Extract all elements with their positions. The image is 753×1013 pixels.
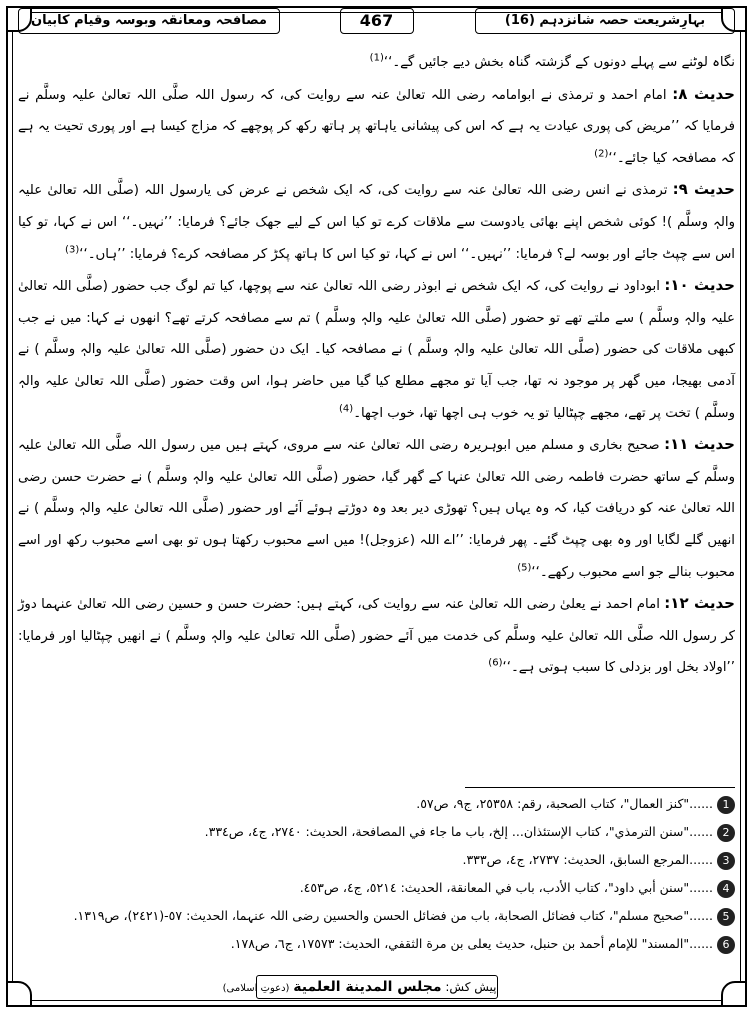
footnote-ref: (5) bbox=[517, 562, 532, 574]
footnote bbox=[18, 822, 735, 842]
footnote-text: ......"سنن أبي داود"، كتاب الأدب، باب في المعانقة، الحديث: ٥٢١٤، ج٤، ص٤٥٣. bbox=[299, 880, 713, 895]
footnote-text: ......"المسند" للإمام أحمد بن حنبل، حديث يعلى بن مرة الثقفي، الحديث: ١٧٥٧٣، ج٦، ص١٧٨. bbox=[230, 936, 713, 951]
footnote-ref: (6) bbox=[488, 657, 503, 669]
footnote-number: 6 bbox=[717, 936, 735, 954]
footnote-text: ......"كنز العمال"، كتاب الصحبة، رقم: ٢٥٣٥٨، ج٩، ص٥٧. bbox=[416, 796, 713, 811]
main-text bbox=[18, 46, 735, 774]
paragraph bbox=[18, 79, 735, 175]
footnote bbox=[18, 850, 735, 870]
hadith-heading: حدیث ۱۲: bbox=[664, 594, 735, 613]
hadith-heading: حدیث ۱۰: bbox=[664, 276, 735, 295]
paragraph bbox=[18, 46, 735, 79]
paragraph-text: امام احمد و ترمذی نے ابوامامہ رضی اللہ تعالیٰ عنہ سے روایت کی، کہ رسول اللہ صلَّی اللہ تعالیٰ علیہ وسلَّم نے فرمایا کہ ’’مریض کی پوری عیادت یہ ہے کہ اس کی پیشانی یاہاتھ پر ہاتھ رکھ کر پوچھے کہ مزاج کیسا ہے اور پوری تحیت یہ ہے کہ مصافحہ کیا جائے۔‘‘ bbox=[18, 87, 735, 166]
footnote-number: 3 bbox=[717, 852, 735, 870]
footnote-number: 1 bbox=[717, 796, 735, 814]
paragraph-text: صحیح بخاری و مسلم میں ابوہریرہ رضی اللہ تعالیٰ عنہ سے مروی، کہتے ہیں میں رسول اللہ صلَّی اللہ تعالیٰ علیہ وسلَّم کے ساتھ حضرت فاطمہ رضی اللہ تعالیٰ عنہا کے گھر گیا، حضور (صلَّی اللہ تعالیٰ علیہ والہٖ وسلَّم ) نے حضرت حسن رضی اللہ تعالیٰ عنہ کو دریافت کیا، کہ وہ یہاں ہیں؟ تھوڑی دیر بعد وہ دوڑتے ہوئے آئے اور حضور (صلَّی اللہ تعالیٰ علیہ والہٖ وسلَّم ) نے انھیں گلے لگایا اور وہ بھی چپٹ گئے۔ پھر فرمایا: ’’اے اللہ (عزوجل)! میں اسے محبوب رکھتا ہوں تو بھی اسے محبوب رکھ اور اسے محبوب بنالے جو اسے محبوب رکھے۔‘‘ bbox=[18, 438, 735, 580]
hadith-heading: حدیث ۱۱: bbox=[664, 435, 735, 454]
corner-ornament bbox=[721, 981, 747, 1007]
footer-organization: مجلس المدينة العلمية bbox=[293, 979, 442, 995]
paragraph-text: ترمذی نے انس رضی اللہ تعالیٰ عنہ سے روایت کی، کہ ایک شخص نے عرض کی یارسول اللہ (صلَّی اللہ تعالیٰ علیہ والہٖ وسلَّم )! کوئی شخص اپنے بھائی یادوست سے ملاقات کرے تو کیا اس کے لیے جھک جائے؟ فرمایا: ’’نہیں۔‘‘ اس نے کہا، تو کیا اس سے چپٹ جائے اور بوسہ لے؟ فرمایا: ’’نہیں۔‘‘ اس نے کہا، تو کیا اس کا ہاتھ پکڑ کر مصافحہ کرے؟ فرمایا: ’’ہاں۔‘‘ bbox=[18, 183, 735, 262]
hadith-heading: حدیث ۸: bbox=[672, 84, 735, 103]
footnote-ref: (4) bbox=[339, 403, 354, 415]
footnote-ref: (3) bbox=[65, 244, 80, 256]
footer-prefix: پیش کش: bbox=[445, 980, 497, 994]
corner-ornament bbox=[6, 981, 32, 1007]
footnote bbox=[18, 878, 735, 898]
page-header bbox=[18, 8, 735, 34]
footnote bbox=[18, 934, 735, 954]
paragraph-text: نگاہ لوٹنے سے پہلے دونوں کے گزشتہ گناہ بخش دیے جائیں گے۔‘‘ bbox=[383, 55, 735, 70]
footnote-text: ......المرجع السابق، الحديث: ٢٧٣٧، ج٤، ص٣٣٣. bbox=[462, 852, 713, 867]
footnote-number: 2 bbox=[717, 824, 735, 842]
footnote-ref: (2) bbox=[594, 148, 609, 160]
paragraph-text: امام احمد نے یعلیٰ رضی اللہ تعالیٰ عنہ سے روایت کی، کہتے ہیں: حضرت حسن و حسین رضی اللہ تعالیٰ عنہما دوڑ کر رسول اللہ صلَّی اللہ تعالیٰ علیہ وسلَّم کی خدمت میں آئے حضور (صلَّی اللہ تعالیٰ علیہ والہٖ وسلَّم ) نے انھیں چپٹالیا اور فرمایا: ’’اولاد بخل اور بزدلی کا سبب ہوتی ہے۔‘‘ bbox=[18, 597, 735, 676]
footnote-number: 4 bbox=[717, 880, 735, 898]
chapter-title: مصافحہ ومعانقہ وبوسہ وقیام کابیان bbox=[18, 8, 280, 34]
paragraph bbox=[18, 174, 735, 270]
footnote bbox=[18, 794, 735, 814]
page-number: 467 bbox=[340, 8, 414, 34]
book-title: بہارِشریعت حصہ شانزدہم (16) bbox=[475, 8, 735, 34]
footnote-text: ......"صحيح مسلم"، كتاب فضائل الصحابة، باب من فضائل الحسن والحسين رضی اللہ عنہما، الحديث: ٥٧-(٢٤٢١)، ص١٣١٩. bbox=[73, 908, 713, 923]
footnote-ref: (1) bbox=[369, 52, 384, 64]
footer-note: (دعوتِ اسلامی) bbox=[222, 983, 290, 994]
paragraph bbox=[18, 270, 735, 429]
paragraph bbox=[18, 429, 735, 588]
paragraph-text: ابوداود نے روایت کی، کہ ایک شخص نے ابوذر رضی اللہ تعالیٰ عنہ سے پوچھا، کیا تم لوگ جب حضور (صلَّی اللہ تعالیٰ علیہ والہٖ وسلَّم ) سے ملتے تھے تو حضور (صلَّی اللہ تعالیٰ علیہ والہٖ وسلَّم ) تم سے مصافحہ کرتے تھے؟ انھوں نے کہا: میں نے جب کبھی ملاقات کی حضور (صلَّی اللہ تعالیٰ علیہ والہٖ وسلَّم ) نے مصافحہ کیا۔ ایک دن حضور (صلَّی اللہ تعالیٰ علیہ والہٖ وسلَّم ) نے آدمی بھیجا، میں گھر پر موجود نہ تھا، جب آیا تو مجھے مطلع کیا گیا میں حاضر ہوا، اس وقت حضور (صلَّی اللہ تعالیٰ علیہ والہٖ وسلَّم ) تخت پر تھے، مجھے چپٹالیا تو یہ خوب ہی اچھا تھا، خوب اچھا۔ bbox=[18, 279, 735, 421]
footnote bbox=[18, 906, 735, 926]
page-footer bbox=[222, 975, 498, 999]
footnote-text: ......"سنن الترمذي"، كتاب الإستئذان... إلخ، باب ما جاء في المصافحة، الحديث: ٢٧٤٠، ج٤، ص٣٣٤. bbox=[204, 824, 713, 839]
hadith-heading: حدیث ۹: bbox=[672, 180, 735, 199]
footnote-divider bbox=[465, 787, 735, 788]
paragraph bbox=[18, 588, 735, 684]
footnotes bbox=[18, 794, 735, 964]
footnote-number: 5 bbox=[717, 908, 735, 926]
